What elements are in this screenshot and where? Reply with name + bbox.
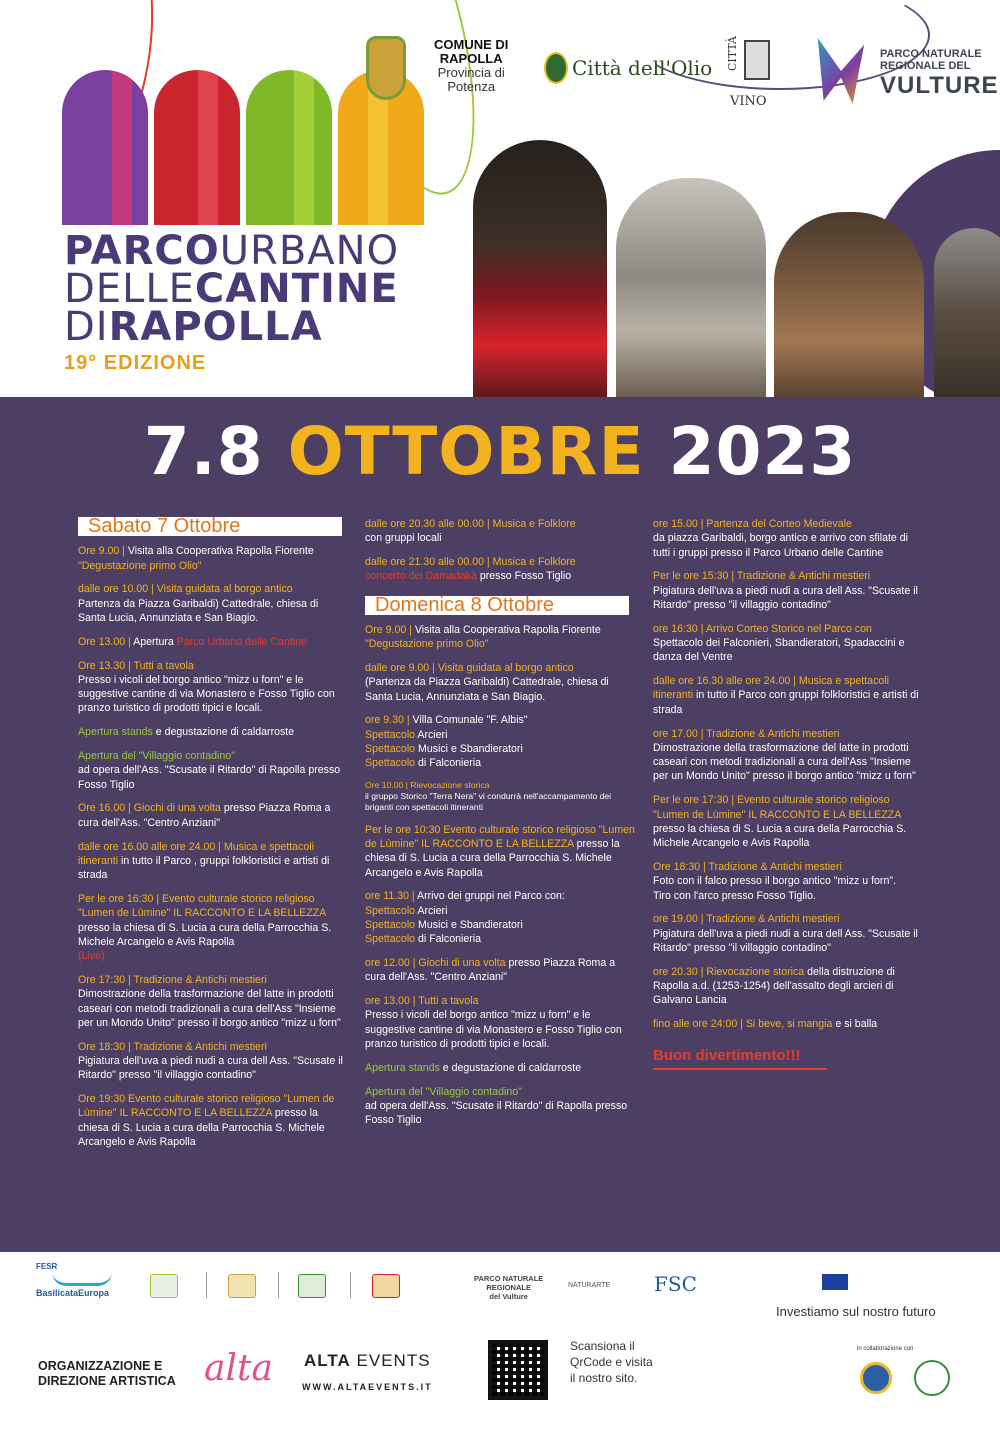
schedule-item: dalle ore 20.30 alle 00.00 | Musica e Folklore con gruppi locali: [365, 518, 576, 545]
wave-icon: [52, 1272, 112, 1286]
arch-red: [154, 70, 240, 225]
fsc-logo: FSC: [654, 1272, 697, 1296]
schedule-item: dalle ore 21.30 alle 00.00 | Musica e Folklore concerto dei Damadakà presso Fosso Tiglio: [365, 556, 576, 583]
schedule-item: dalle ore 16.30 alle ore 24.00 | Musica e spettacoli itineranti in tutto il Parco con gruppi folkloristici e artisti di strada: [653, 675, 919, 716]
apt-basilicata-logo: [372, 1274, 400, 1298]
schedule-item: ore 13.00 | Tutti a tavola Presso i vicoli del borgo antico "mizz u forn" e le suggestive cantine di via Monastero e Fosso Tiglio con pranzo turistico di prodotti tipici e locali.: [365, 995, 622, 1051]
programme-section: [0, 397, 1000, 1252]
collaborator-badge-icon: [860, 1362, 892, 1394]
alta-website-link[interactable]: WWW.ALTAEVENTS.IT: [302, 1382, 433, 1392]
comune-logo: COMUNE DI RAPOLLA Provincia di Potenza: [434, 37, 509, 94]
partner-logos: [360, 30, 999, 110]
schedule-item: ore 20.30 | Rievocazione storica della distruzione di Rapolla a.d. (1253-1254) dell'assalto degli arcieri di Galvano Lancia: [653, 965, 895, 1007]
photo-dancer: [473, 140, 607, 397]
schedule-column-saturday: [78, 517, 348, 1159]
separator: [278, 1272, 279, 1298]
day-header-saturday: Sabato 7 Ottobre: [78, 517, 342, 536]
schedule-item: Ore 10.00 | Rievocazione storica il gruppo Storico "Terra Nera" vi condurrà nell'accampamento dei briganti con spettacoli itineranti: [365, 780, 612, 813]
naturarte-logo: NATURARTE: [568, 1282, 611, 1289]
schedule-item: Per le ore 10:30 Evento culturale storico religioso "Lumen de Lùmine" IL RACCONTO E LA BELLEZZA presso la chiesa di S. Lucia a cura della Parrocchia S. Michele Arcangelo e Avis Rapolla: [365, 823, 635, 879]
citta-olio-logo: Città dell'Olio: [544, 52, 712, 84]
schedule-column-middle: [365, 517, 637, 1137]
sponsor-footer: [0, 1252, 1000, 1431]
photo-falconer: [934, 228, 1000, 397]
photo-drummers: [774, 212, 924, 397]
schedule-item: Apertura stands e degustazione di caldarroste: [78, 726, 295, 739]
eu-flag-icon: [822, 1274, 848, 1290]
collaborator-seal-icon: [914, 1360, 950, 1396]
schedule-item: Apertura stands e degustazione di caldarroste: [365, 1061, 582, 1074]
schedule-item: fino alle ore 24:00 | Si beve, si mangia e si balla: [653, 1018, 878, 1031]
poster-header: [0, 0, 1000, 397]
bottle-icon: [744, 40, 770, 80]
closing-underline: [653, 1068, 827, 1070]
schedule-item: Apertura del "Villaggio contadino" ad opera dell'Ass. "Scusate il Ritardo" di Rapolla presso Fosso Tiglio: [365, 1085, 628, 1127]
schedule-item: ore 15.00 | Partenza del Corteo Medievale da piazza Garibaldi, borgo antico e arrivo con sfilate di tutti i gruppi presso il Parco Urbano delle Cantine: [653, 518, 908, 559]
edition-label: 19° EDIZIONE: [64, 352, 207, 374]
schedule-item: ore 16:30 | Arrivo Corteo Storico nel Parco con Spettacolo dei Falconieri, Sbandieratori, Spadaccini e danza del Ventre: [653, 622, 905, 664]
photo-craftsman: [616, 178, 766, 397]
region-crest-icon: [228, 1274, 256, 1298]
olive-icon: [544, 52, 568, 84]
closing-message: Buon divertimento!!!: [653, 1047, 801, 1065]
rapolla-crest-icon: [366, 36, 406, 100]
schedule-item: Ore 18:30 | Tradizione & Antichi mestieri Pigiatura dell'uva a piedi nudi a cura dell Ass. "Scusate il Ritardo" presso "il villaggio contadino": [78, 1040, 343, 1082]
investiamo-slogan: Investiamo sul nostro futuro: [776, 1304, 936, 1319]
arch-green: [246, 70, 332, 225]
schedule-item: Ore 18:30 | Tradizione & Antichi mestieri Foto con il falco presso il borgo antico "mizz u forn". Tiro con l'arco presso Fosso Tiglio.: [653, 860, 897, 902]
event-title: PARCOURBANO DELLECANTINE DIRAPOLLA: [64, 228, 400, 350]
schedule-item: ore 19.00 | Tradizione & Antichi mestieri Pigiatura dell'uva a piedi nudi a cura dell Ass. "Scusate il Ritardo" presso "il villaggio contadino": [653, 913, 918, 954]
event-date: 7.8 OTTOBRE 2023: [143, 413, 857, 490]
schedule-item: Per le ore 15:30 | Tradizione & Antichi mestieri Pigiatura dell'uva a piedi nudi a cura dell Ass. "Scusate il Ritardo" presso "il villaggio contadino": [653, 570, 918, 611]
collaboration-label: in collaborazione con: [857, 1346, 914, 1352]
schedule-item: Ore 13.30 | Tutti a tavola Presso i vicoli del borgo antico "mizz u forn" e le suggestive cantine di via Monastero e Fosso Tiglio con pranzo turistico di prodotti tipici e locali.: [78, 659, 335, 715]
agency-logo: [298, 1274, 326, 1298]
schedule-item: dalle ore 16.00 alle ore 24.00 | Musica e spettacoli itineranti in tutto il Parco , gruppi folkloristici e artisti di strada: [78, 840, 330, 882]
separator: [350, 1272, 351, 1298]
alta-events-logo: ALTA EVENTS: [304, 1351, 431, 1370]
organizer-label: ORGANIZZAZIONE E DIREZIONE ARTISTICA: [38, 1359, 176, 1388]
citta-vino-logo: CITTÀ VINO: [726, 36, 786, 110]
butterfly-icon: [812, 38, 870, 104]
separator: [206, 1272, 207, 1298]
schedule-item: Ore 17:30 | Tradizione & Antichi mestieri Dimostrazione della trasformazione del latte in prodotti caseari con metodi tradizionali a cura dell'Ass "Insieme per un Mondo Unito" presso il borgo antico "mizz u forn": [78, 973, 341, 1029]
parco-vulture-logo: PARCO NATURALE REGIONALE DEL VULTURE: [812, 36, 982, 110]
schedule-item: dalle ore 10.00 | Visita guidata al borgo antico Partenza da Piazza Garibaldi) Cattedrale, chiesa di Santa Lucia, Annunziata e San Biagio.: [78, 583, 319, 624]
schedule-item: Ore 16.00 | Giochi di una volta presso Piazza Roma a cura dell'Ass. "Centro Anziani": [78, 802, 331, 829]
alta-logo: alta: [204, 1348, 273, 1389]
qr-code[interactable]: [488, 1340, 548, 1400]
schedule-item: ore 11.30 | Arrivo dei gruppi nel Parco con: Spettacolo Arcieri Spettacolo Musici e Sbandieratori Spettacolo di Falconieria: [365, 890, 565, 946]
parco-naturale-logo: PARCO NATURALE REGIONALE del Vulture: [474, 1274, 544, 1301]
qr-instruction: Scansiona il QrCode e visita il nostro sito.: [570, 1339, 653, 1385]
schedule-item: dalle ore 9.00 | Visita guidata al borgo antico (Partenza da Piazza Garibaldi) Cattedrale, chiesa di Santa Lucia, Annunziata e San Biagio.: [365, 662, 609, 703]
basilicata-logo: [150, 1274, 178, 1298]
schedule-item: Ore 19:30 Evento culturale storico religioso "Lumen de Lùmine" IL RACCONTO E LA BELLEZZA presso la chiesa di S. Lucia a cura della Parrocchia S. Michele Arcangelo e Avis Rapolla: [78, 1093, 335, 1148]
schedule-item: Ore 9.00 | Visita alla Cooperativa Rapolla Fiorente "Degustazione primo Olio": [78, 545, 314, 572]
schedule-item: Per le ore 17:30 | Evento culturale storico religioso "Lumen de Lùmine" IL RACCONTO E LA BELLEZZA presso la chiesa di S. Lucia a cura della Parrocchia S. Michele Arcangelo e Avis Rapolla: [653, 794, 907, 850]
fesr-logo: FESR BasilicataEuropa: [36, 1262, 116, 1298]
schedule-item: ore 17.00 | Tradizione & Antichi mestieri Dimostrazione della trasformazione del latte in prodotti caseari con metodi tradizionali a cura dell'Ass "Insieme per un Mondo Unito" presso il borgo antico "mizz u forn": [653, 727, 916, 783]
schedule-item: ore 12.00 | Giochi di una volta presso Piazza Roma a cura dell'Ass. "Centro Anziani": [365, 957, 616, 984]
schedule-item: Ore 13.00 | Apertura Parco Urbano delle Cantine: [78, 635, 307, 648]
schedule-item: ore 9.30 | Villa Comunale "F. Albis" Spettacolo Arcieri Spettacolo Musici e Sbandieratori Spettacolo di Falconieria: [365, 714, 528, 770]
schedule-item: Apertura del "Villaggio contadino" ad opera dell'Ass. "Scusate il Ritardo" di Rapolla presso Fosso Tiglio: [78, 750, 341, 791]
schedule-item: Ore 9.00 | Visita alla Cooperativa Rapolla Fiorente "Degustazione primo Olio": [365, 623, 601, 651]
schedule-column-sunday-afternoon: [653, 517, 925, 1070]
schedule-item: Per le ore 16:30 | Evento culturale storico religioso "Lumen de Lùmine" IL RACCONTO E LA BELLEZZA presso la chiesa di S. Lucia a cura della Parrocchia S. Michele Arcangelo e Avis Rapolla (Live): [78, 892, 332, 963]
arch-purple: [62, 70, 148, 225]
day-header-sunday: Domenica 8 Ottobre: [365, 596, 629, 615]
